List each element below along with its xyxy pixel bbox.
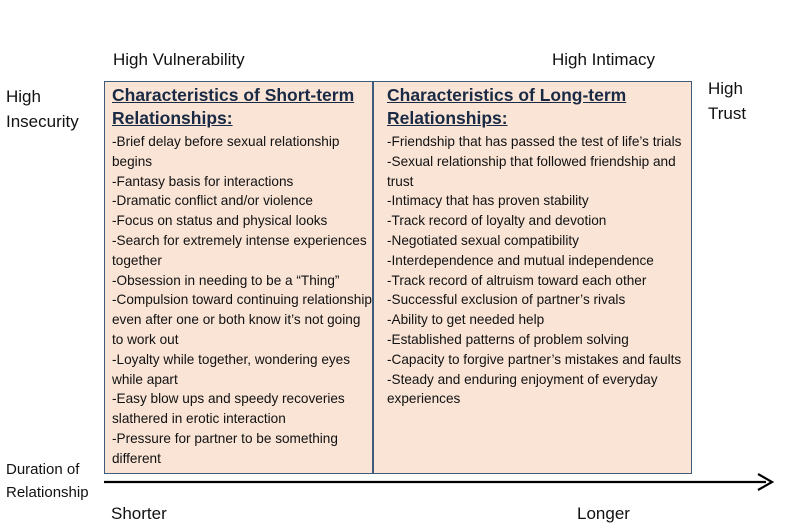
- label-high-trust-line1: High: [708, 79, 743, 98]
- axis-title-line2: Relationship: [6, 484, 89, 501]
- label-high-trust-line2: Trust: [708, 104, 747, 123]
- list-item: -Negotiated sexual compatibility: [387, 232, 579, 248]
- list-item: -Ability to get needed help: [387, 312, 545, 328]
- short-term-heading-line2: Relationships:: [112, 108, 233, 128]
- list-item: -Dramatic conflict and/or violence: [112, 193, 313, 209]
- list-item: -Interdependence and mutual independence: [387, 252, 654, 268]
- list-item: -Brief delay before sexual relationship begins: [112, 134, 340, 169]
- list-item: -Search for extremely intense experiences together: [112, 232, 367, 268]
- axis-title-line1: Duration of: [6, 461, 80, 478]
- list-item: -Established patterns of problem solving: [387, 331, 629, 347]
- list-item: -Track record of altruism toward each other: [387, 272, 647, 288]
- short-term-heading-line1: Characteristics of Short-term: [112, 85, 355, 105]
- long-term-heading-line2: Relationships:: [387, 108, 508, 128]
- list-item: -Intimacy that has proven stability: [387, 193, 589, 209]
- label-high-insecurity-line2: Insecurity: [6, 112, 79, 131]
- list-item: -Sexual relationship that followed friendship and trust: [387, 153, 676, 189]
- axis-start-label: Shorter: [111, 504, 167, 523]
- list-item: -Fantasy basis for interactions: [112, 173, 294, 189]
- list-item: -Friendship that has passed the test of life’s trials: [387, 134, 682, 149]
- label-high-vulnerability: High Vulnerability: [113, 50, 245, 69]
- list-item: -Compulsion toward continuing relationship even after one or both know it’s not going to work out: [112, 292, 372, 347]
- list-item: -Capacity to forgive partner’s mistakes and faults: [387, 351, 682, 367]
- label-high-intimacy: High Intimacy: [552, 50, 655, 69]
- list-item: -Track record of loyalty and devotion: [387, 213, 607, 229]
- list-item: -Successful exclusion of partner’s rivals: [387, 292, 626, 308]
- long-term-heading-line1: Characteristics of Long-term: [387, 85, 627, 105]
- list-item: -Easy blow ups and speedy recoveries slathered in erotic interaction: [112, 391, 345, 427]
- list-item: -Loyalty while together, wondering eyes while apart: [112, 351, 351, 387]
- list-item: -Pressure for partner to be something different: [112, 430, 338, 466]
- label-high-insecurity-line1: High: [6, 87, 41, 106]
- list-item: -Focus on status and physical looks: [112, 213, 328, 229]
- list-item: -Obsession in needing to be a “Thing”: [112, 272, 340, 288]
- list-item: -Steady and enduring enjoyment of everyday experiences: [387, 371, 658, 407]
- axis-end-label: Longer: [577, 504, 630, 523]
